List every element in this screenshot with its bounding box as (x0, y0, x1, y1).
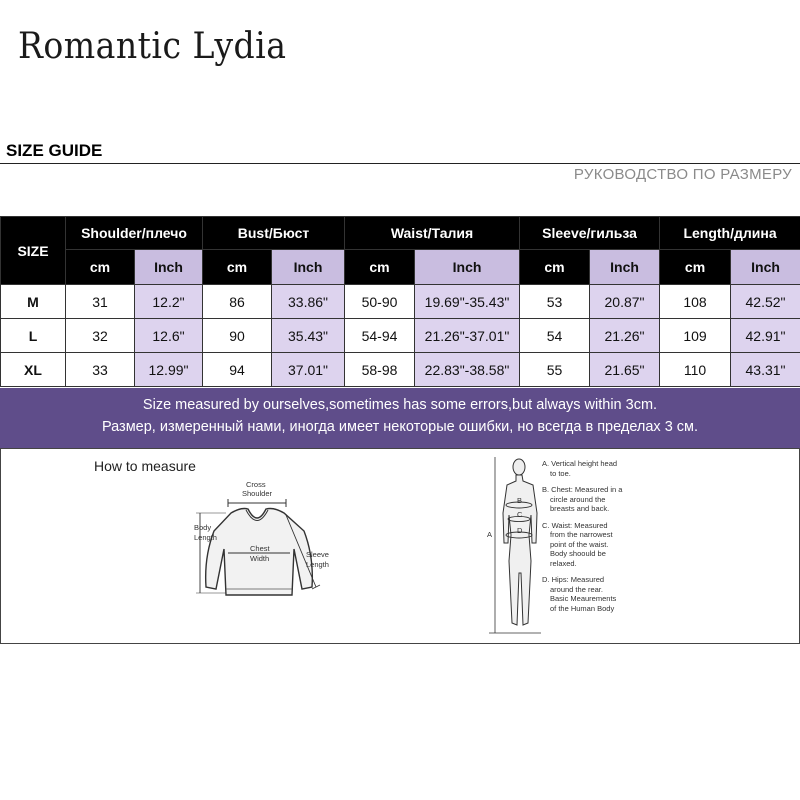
figure-letter-b: B (517, 496, 523, 505)
measurement-notes (542, 459, 662, 620)
how-to-measure-panel (0, 448, 800, 644)
note-line: Basic Meaurements (550, 594, 617, 603)
figure-letter-a: A (487, 530, 493, 539)
note-line: of the Human Body (550, 603, 615, 613)
size-value: L (1, 319, 66, 353)
table-cell: 90 (203, 319, 272, 353)
label-sleeve: Sleeve (306, 550, 329, 559)
note-line: circle around the (550, 494, 606, 504)
table-cell: 37.01" (272, 353, 345, 387)
sweater-diagram (186, 479, 346, 639)
label-width: Width (250, 554, 270, 563)
label-body-length: Length (194, 533, 217, 542)
table-cell: 42.52" (731, 285, 800, 319)
size-value: XL (1, 353, 66, 387)
col-header-sleeve: Sleeve/гильза (520, 217, 660, 250)
note-line: relaxed. (550, 558, 577, 568)
table-cell: 42.91" (731, 319, 800, 353)
label-sleeve-length: Length (306, 560, 329, 569)
body-diagram (483, 453, 543, 639)
size-guide-title-ru: РУКОВОДСТВО ПО РАЗМЕРУ (573, 166, 792, 183)
brand-logo: Romantic Lydia (18, 26, 287, 67)
unit-inch: Inch (590, 250, 660, 285)
note-item-b (542, 485, 662, 514)
unit-cm: cm (66, 250, 135, 285)
table-cell: 31 (66, 285, 135, 319)
size-guide-title: SIZE GUIDE (6, 141, 103, 160)
label-cross: Cross (246, 480, 266, 489)
note-item-c (542, 521, 662, 569)
table-cell: 12.2" (135, 285, 203, 319)
note-line: D. Hips: Measured (542, 575, 605, 584)
unit-cm: cm (520, 250, 590, 285)
table-cell: 33 (66, 353, 135, 387)
table-row (1, 353, 800, 387)
table-row (1, 319, 800, 353)
table-cell: 54-94 (345, 319, 415, 353)
measurement-note-banner (0, 388, 800, 448)
label-shoulder: Shoulder (242, 489, 273, 498)
table-cell: 20.87" (590, 285, 660, 319)
note-line: to toe. (550, 468, 571, 478)
table-cell: 21.65" (590, 353, 660, 387)
table-cell: 58-98 (345, 353, 415, 387)
note-line: point of the waist. (550, 539, 609, 549)
table-cell: 53 (520, 285, 590, 319)
table-cell: 43.31" (731, 353, 800, 387)
table-cell: 50-90 (345, 285, 415, 319)
table-cell: 54 (520, 319, 590, 353)
col-header-length: Length/длина (660, 217, 800, 250)
unit-cm: cm (203, 250, 272, 285)
table-cell: 21.26"-37.01" (415, 319, 520, 353)
table-cell: 12.6" (135, 319, 203, 353)
table-cell: 86 (203, 285, 272, 319)
unit-inch: Inch (731, 250, 800, 285)
table-cell: 22.83"-38.58" (415, 353, 520, 387)
table-cell: 110 (660, 353, 731, 387)
label-body: Body (194, 523, 212, 532)
unit-inch: Inch (415, 250, 520, 285)
unit-cm: cm (660, 250, 731, 285)
note-line: Body shoould be (550, 549, 606, 558)
table-cell: 94 (203, 353, 272, 387)
size-header: SIZE (1, 217, 66, 285)
table-row (1, 285, 800, 319)
how-to-measure-title: How to measure (94, 458, 196, 474)
note-line: breasts and back. (550, 504, 610, 513)
divider (0, 163, 800, 164)
col-header-waist: Waist/Талия (345, 217, 520, 250)
note-item-a (542, 459, 662, 478)
note-line-en: Size measured by ourselves,sometimes has some errors,but always within 3cm. (142, 397, 658, 413)
note-line: around the rear. (550, 584, 603, 594)
table-cell: 35.43" (272, 319, 345, 353)
col-header-bust: Bust/Бюст (203, 217, 345, 250)
unit-inch: Inch (135, 250, 203, 285)
note-line-ru: Размер, измеренный нами, иногда имеет некоторые ошибки, но всегда в пределах 3 см. (101, 419, 699, 435)
note-item-d (542, 575, 662, 613)
size-value: M (1, 285, 66, 319)
unit-inch: Inch (272, 250, 345, 285)
note-line: B. Chest: Measured in a (542, 485, 623, 494)
unit-cm: cm (345, 250, 415, 285)
table-cell: 19.69"-35.43" (415, 285, 520, 319)
figure-letter-d: D (517, 526, 523, 535)
table-cell: 33.86" (272, 285, 345, 319)
col-header-shoulder: Shoulder/плечо (66, 217, 203, 250)
note-line: C. Waist: Measured (542, 520, 608, 530)
size-table (0, 216, 800, 387)
figure-letter-c: C (517, 510, 523, 519)
table-cell: 12.99" (135, 353, 203, 387)
table-cell: 55 (520, 353, 590, 387)
note-line: from the narrowest (550, 530, 613, 539)
note-line: A. Vertical height head (542, 459, 618, 468)
table-cell: 109 (660, 319, 731, 353)
label-chest: Chest (250, 544, 270, 553)
table-cell: 32 (66, 319, 135, 353)
table-cell: 108 (660, 285, 731, 319)
table-cell: 21.26" (590, 319, 660, 353)
